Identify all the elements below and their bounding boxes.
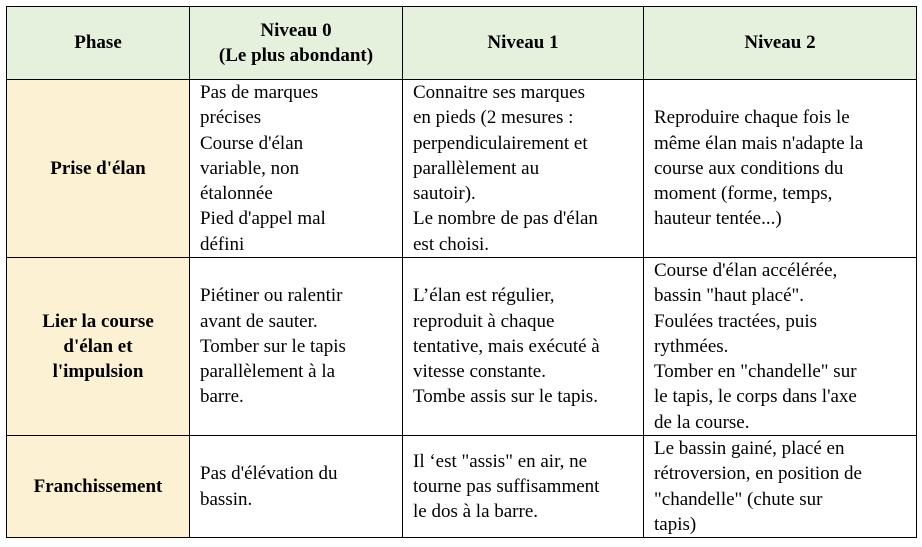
- cell-line: Il ‘est "assis" en air, ne: [413, 450, 588, 472]
- cell-line: Pas d'élévation du: [200, 463, 338, 485]
- cell-line: de la course.: [654, 411, 750, 433]
- cell-line: rythmées.: [654, 335, 729, 357]
- cell-line: moment (forme, temps,: [654, 183, 833, 205]
- niveau-2-cell: [644, 80, 917, 258]
- cell-line: sautoir).: [413, 183, 476, 205]
- phase-cell: [7, 80, 190, 258]
- table-row: [7, 258, 917, 436]
- cell-line: Connaitre ses marques: [413, 82, 586, 104]
- cell-line: le tapis, le corps dans l'axe: [654, 386, 857, 408]
- cell-line: parallèlement au: [413, 157, 540, 179]
- header-niveau-1: Niveau 1: [403, 7, 644, 80]
- cell-line: Course d'élan accélérée,: [654, 260, 838, 282]
- cell-line: Pas de marques: [200, 82, 319, 104]
- cell-line: vitesse constante.: [413, 361, 546, 383]
- niveau-0-cell: [190, 258, 403, 436]
- cell-line: précises: [200, 107, 262, 129]
- cell-line: Course d'élan: [200, 132, 304, 154]
- cell-line: Tomber sur le tapis: [200, 335, 346, 357]
- phase-cell: [7, 436, 190, 538]
- cell-line: Le bassin gainé, placé en: [654, 438, 845, 460]
- cell-line: le dos à la barre.: [413, 501, 539, 523]
- cell-line: étalonnée: [200, 183, 273, 205]
- cell-line: d'élan et: [63, 335, 133, 357]
- cell-line: course aux conditions du: [654, 157, 844, 179]
- cell-line: Prise d'élan: [50, 157, 146, 179]
- cell-line: bassin.: [200, 488, 253, 510]
- header-niveau-0-subtitle: (Le plus abondant): [218, 45, 374, 66]
- cell-line: Tombe assis sur le tapis.: [413, 386, 598, 408]
- evaluation-table: [6, 6, 917, 538]
- niveau-0-cell: [190, 80, 403, 258]
- cell-line: barre.: [200, 386, 244, 408]
- cell-line: variable, non: [200, 157, 300, 179]
- cell-line: en pieds (2 mesures :: [413, 107, 574, 129]
- cell-line: Reproduire chaque fois le: [654, 107, 850, 129]
- cell-line: Pied d'appel mal: [200, 208, 326, 230]
- cell-line: Tomber en "chandelle" sur: [654, 361, 857, 383]
- header-niveau-2: Niveau 2: [644, 7, 917, 80]
- cell-line: tentative, mais exécuté à: [413, 335, 600, 357]
- cell-line: reproduit à chaque: [413, 310, 555, 332]
- cell-line: même élan mais n'adapte la: [654, 132, 864, 154]
- niveau-2-cell: [644, 258, 917, 436]
- niveau-1-cell: [403, 436, 644, 538]
- cell-line: bassin "haut placé".: [654, 285, 805, 307]
- cell-line: tapis): [654, 513, 697, 535]
- table-row: [7, 80, 917, 258]
- niveau-2-cell: [644, 436, 917, 538]
- cell-line: L’élan est régulier,: [413, 285, 555, 307]
- cell-line: parallèlement à la: [200, 361, 336, 383]
- header-niveau-0-title: Niveau 0: [260, 19, 332, 41]
- header-row: [7, 7, 917, 80]
- table-row: [7, 436, 917, 538]
- cell-line: rétroversion, en position de: [654, 463, 862, 485]
- cell-line: tourne pas suffisamment: [413, 475, 600, 497]
- header-phase: Phase: [7, 7, 190, 80]
- cell-line: défini: [200, 233, 245, 255]
- cell-line: "chandelle" (chute sur: [654, 488, 823, 510]
- header-niveau-0: [190, 7, 403, 80]
- cell-line: Foulées tractées, puis: [654, 310, 818, 332]
- niveau-0-cell: [190, 436, 403, 538]
- cell-line: hauteur tentée...): [654, 208, 782, 230]
- niveau-1-cell: [403, 80, 644, 258]
- cell-line: perpendiculairement et: [413, 132, 588, 154]
- niveau-1-cell: [403, 258, 644, 436]
- phase-cell: [7, 258, 190, 436]
- cell-line: l'impulsion: [52, 361, 144, 383]
- cell-line: est choisi.: [413, 233, 489, 255]
- cell-line: Franchissement: [33, 475, 163, 497]
- cell-line: Lier la course: [42, 310, 154, 332]
- cell-line: Le nombre de pas d'élan: [413, 208, 598, 230]
- cell-line: avant de sauter.: [200, 310, 318, 332]
- cell-line: Piétiner ou ralentir: [200, 285, 343, 307]
